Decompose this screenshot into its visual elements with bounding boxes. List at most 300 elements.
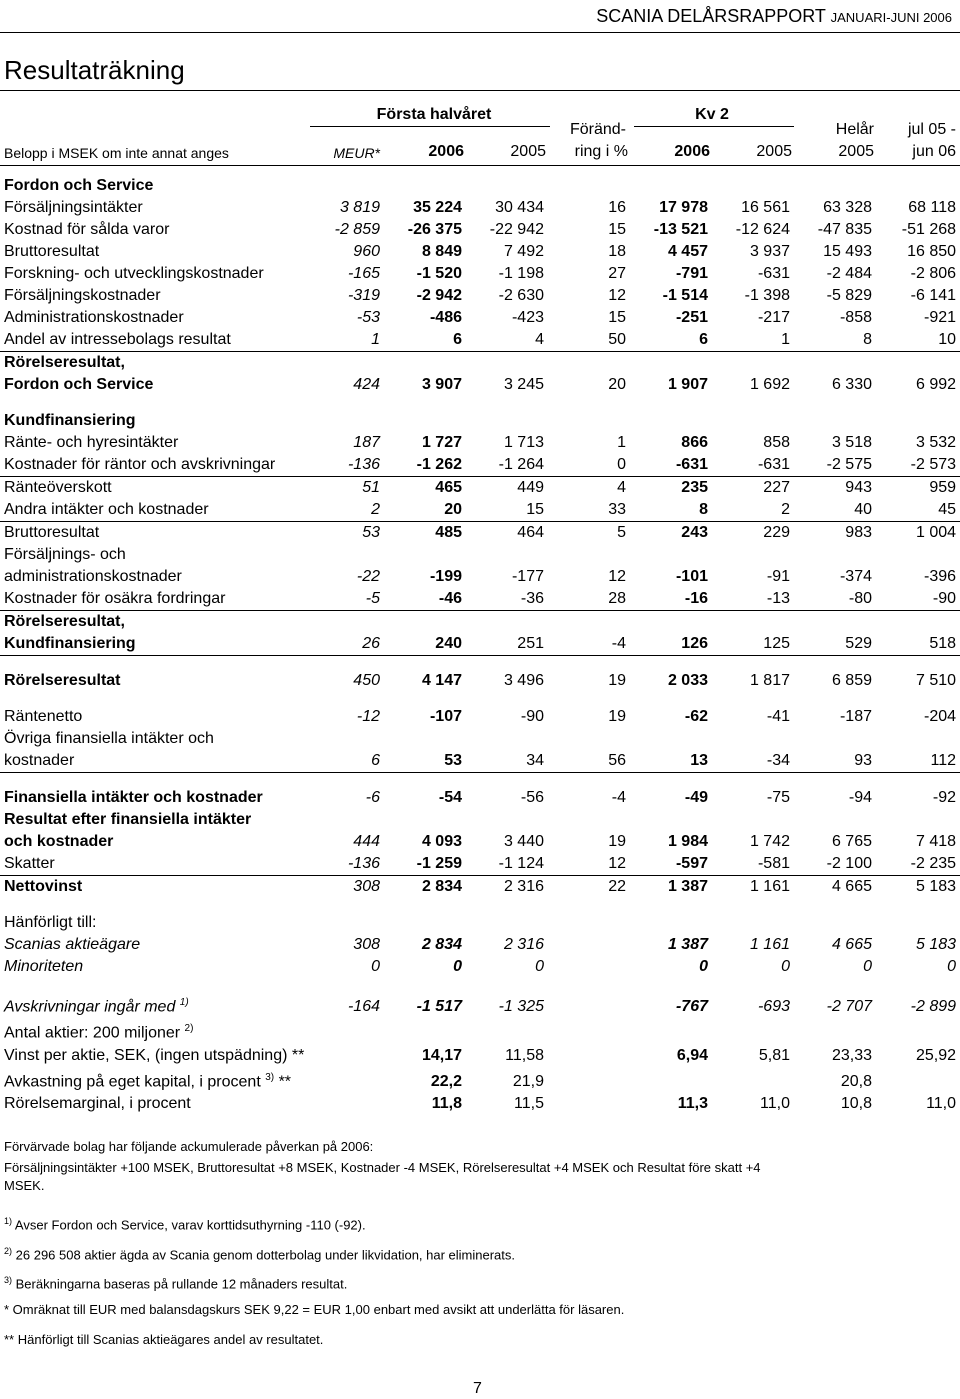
- row-label: [0, 706, 320, 728]
- cell-q2-2005: 3 937: [749, 243, 790, 260]
- table-row: [0, 1067, 960, 1093]
- section-header-row: [0, 175, 960, 197]
- footnote-3-mark: 3): [4, 1275, 13, 1285]
- cell-change-pct: 16: [608, 199, 626, 216]
- cell-q2-2006: -13 521: [653, 221, 708, 238]
- page-number: 7: [473, 1380, 482, 1397]
- table-row: [0, 728, 960, 773]
- cell-q2-2006: 8: [630, 499, 712, 522]
- cell-fy-2005: 0: [863, 958, 872, 975]
- cell-q2-2006: [630, 1067, 712, 1093]
- cell-h1-2005: 4: [466, 329, 548, 352]
- row-label: [0, 809, 320, 853]
- cell-fy-2005: 15 493: [823, 243, 872, 260]
- row-label: [0, 876, 320, 899]
- cell-q2-2005: 227: [763, 479, 790, 496]
- cell-h1-2006: 3 907: [421, 376, 462, 393]
- cell-change-pct: -4: [548, 611, 630, 656]
- cell-rolling-12m: -2 806: [910, 265, 957, 282]
- row-label: [0, 956, 320, 978]
- cell-change-pct: [548, 1093, 630, 1115]
- spacer-cell: [0, 978, 960, 992]
- spacer-row: [0, 692, 960, 706]
- row-label-suffix: **: [278, 1072, 292, 1090]
- cell-fy-2005: 529: [794, 611, 876, 656]
- cell-fy-2005: 6 859: [831, 672, 872, 689]
- row-label-text: Bruttoresultat: [4, 243, 100, 260]
- cell-meur: 444: [353, 833, 380, 850]
- cell-change-pct: 0: [548, 454, 630, 477]
- cell-q2-2005: -1 398: [744, 287, 790, 304]
- cell-h1-2005: 30 434: [495, 199, 544, 216]
- row-label-text: Kostnader för osäkra fordringar: [4, 590, 226, 607]
- cell-q2-2006: 235: [681, 479, 708, 496]
- cell-h1-2005: -56: [520, 789, 544, 806]
- cell-q2-2006: 1 984: [667, 833, 708, 850]
- cell-q2-2005: 5,81: [758, 1046, 790, 1064]
- cell-h1-2005: [466, 912, 548, 934]
- cell-change-pct: 12: [548, 853, 630, 876]
- row-label: [0, 611, 320, 656]
- cell-change-pct: 1: [617, 434, 626, 451]
- row-label: [0, 285, 320, 307]
- cell-q2-2006: [630, 1018, 712, 1044]
- row-label-text: Antal aktier: 200 miljoner: [4, 1024, 181, 1042]
- cell-fy-2005: -187: [839, 708, 872, 725]
- row-label: [0, 544, 320, 588]
- cell-meur: 2: [320, 499, 384, 522]
- table-row: [0, 522, 960, 545]
- cell-fy-2005: -47 835: [817, 221, 872, 238]
- cell-h1-2006: 35 224: [413, 199, 462, 216]
- cell-q2-2005: 1 742: [749, 833, 790, 850]
- row-label: [0, 352, 320, 397]
- spacer-cell: [0, 898, 960, 912]
- row-label-continued: Kundfinansiering: [4, 635, 136, 652]
- cell-h1-2006: 2 834: [421, 936, 462, 953]
- cell-h1-2006: 11,8: [431, 1094, 462, 1112]
- group-rule-h1: [310, 126, 550, 127]
- row-label-text: Avkastning på eget kapital, i procent: [4, 1072, 261, 1090]
- row-label-text: Skatter: [4, 855, 55, 872]
- cell-q2-2005: 2: [712, 499, 794, 522]
- footnote-3: [4, 1271, 347, 1293]
- colhead-roll-2: jun 06: [912, 143, 956, 160]
- cell-q2-2006: -1 514: [662, 287, 708, 304]
- cell-meur: 6: [320, 728, 384, 773]
- cell-q2-2005: 1 692: [749, 376, 790, 393]
- row-label: [0, 934, 320, 956]
- cell-change-pct: 56: [548, 728, 630, 773]
- footnote-2-text: 26 296 508 aktier ägda av Scania genom dotterbolag under likvidation, har eliminerats.: [15, 1247, 516, 1263]
- cell-rolling-12m: 0: [947, 958, 957, 975]
- cell-rolling-12m: -396: [923, 568, 957, 585]
- acquisition-note-title: Förvärvade bolag har följande ackumulerade påverkan på 2006:: [4, 1139, 374, 1154]
- cell-rolling-12m: 45: [876, 499, 960, 522]
- cell-rolling-12m: [876, 1067, 960, 1093]
- cell-rolling-12m: 7 510: [915, 672, 957, 689]
- table-row: [0, 787, 960, 809]
- cell-q2-2006: -597: [630, 853, 712, 876]
- footnote-marker: 2): [184, 1023, 194, 1035]
- row-label-text: Ränteöverskott: [4, 479, 112, 496]
- cell-q2-2005: -12 624: [735, 221, 790, 238]
- cell-q2-2005: -581: [712, 853, 794, 876]
- cell-h1-2006: -199: [429, 568, 462, 585]
- cell-fy-2005: 3 518: [831, 434, 872, 451]
- cell-fy-2005: 6 330: [831, 376, 872, 393]
- cell-rolling-12m: -90: [876, 588, 960, 611]
- cell-meur: -5: [320, 588, 384, 611]
- row-label: [0, 329, 320, 352]
- cell-h1-2005: 251: [466, 611, 548, 656]
- spacer-row: [0, 898, 960, 912]
- row-label-suffix: **: [291, 1046, 305, 1064]
- row-label-text: Andel av intressebolags resultat: [4, 331, 231, 348]
- cell-rolling-12m: -6 141: [910, 287, 957, 304]
- group-header-h1: Första halvåret: [376, 106, 492, 123]
- cell-meur: [320, 1018, 384, 1044]
- cell-fy-2005: 63 328: [823, 199, 872, 216]
- column-header-rule: [0, 165, 960, 166]
- colhead-unit-note: Belopp i MSEK om inte annat anges: [4, 145, 229, 161]
- row-label: [0, 1018, 320, 1044]
- cell-meur: 960: [353, 243, 380, 260]
- row-label-text: Ränte- och hyresintäkter: [4, 434, 179, 451]
- row-label-text: Övriga finansiella intäkter och: [4, 730, 214, 747]
- row-label-continued: och kostnader: [4, 833, 114, 850]
- cell-change-pct: 33: [548, 499, 630, 522]
- cell-h1-2006: -107: [429, 708, 462, 725]
- cell-h1-2005: 2 316: [503, 878, 544, 895]
- cell-fy-2005: -858: [839, 309, 872, 326]
- spacer-cell: [0, 656, 960, 671]
- cell-rolling-12m: 5 183: [915, 878, 957, 895]
- colhead-change-2: ring i %: [574, 143, 628, 160]
- row-label: [0, 432, 320, 454]
- cell-rolling-12m: -92: [932, 789, 957, 806]
- row-label-text: Hänförligt till:: [4, 914, 97, 931]
- cell-q2-2006: 17 978: [659, 199, 708, 216]
- cell-fy-2005: -2 707: [826, 998, 872, 1016]
- footnote-3-text: Beräkningarna baseras på rullande 12 månaders resultat.: [15, 1276, 348, 1292]
- colhead-q2-2006: 2006: [674, 143, 710, 160]
- page-title: Resultaträkning: [4, 55, 185, 85]
- footnote-double-star: ** Hänförligt till Scanias aktieägares andel av resultatet.: [4, 1332, 324, 1347]
- cell-q2-2006: -631: [630, 454, 712, 477]
- footnote-1: [4, 1212, 366, 1234]
- cell-fy-2005: -80: [794, 588, 876, 611]
- cell-h1-2005: 15: [466, 499, 548, 522]
- cell-h1-2006: -1 259: [384, 853, 466, 876]
- row-label-text: Administrationskostnader: [4, 309, 184, 326]
- title-rule: [0, 90, 960, 91]
- cell-fy-2005: 23,33: [831, 1046, 872, 1064]
- row-label-text: Kostnader för räntor och avskrivningar: [4, 456, 276, 473]
- spacer-row: [0, 396, 960, 410]
- colhead-change-1: Föränd-: [569, 121, 626, 138]
- cell-h1-2006: 0: [453, 958, 462, 975]
- cell-q2-2006: -767: [675, 998, 708, 1016]
- section-title: Kundfinansiering: [4, 412, 136, 429]
- cell-rolling-12m: 3 532: [915, 434, 957, 451]
- cell-change-pct: 4: [617, 479, 626, 496]
- spacer-row: [0, 978, 960, 992]
- cell-rolling-12m: 6 992: [915, 376, 957, 393]
- table-row: [0, 1045, 960, 1067]
- cell-meur: [320, 1093, 384, 1115]
- cell-rolling-12m: 11,0: [926, 1094, 957, 1112]
- cell-meur: 424: [353, 376, 380, 393]
- row-label-text: Scanias aktieägare: [4, 936, 141, 953]
- cell-rolling-12m: -51 268: [901, 221, 957, 238]
- row-label-continued: Fordon och Service: [4, 376, 154, 393]
- cell-meur: -136: [320, 454, 384, 477]
- cell-change-pct: [548, 1018, 630, 1044]
- row-label: [0, 1045, 320, 1067]
- row-label: [0, 241, 320, 263]
- cell-change-pct: 19: [608, 833, 626, 850]
- cell-q2-2006: -16: [630, 588, 712, 611]
- cell-fy-2005: 10,8: [840, 1094, 872, 1112]
- cell-h1-2006: -46: [384, 588, 466, 611]
- cell-meur: -12: [356, 708, 380, 725]
- cell-change-pct: [548, 934, 630, 956]
- cell-h1-2006: -486: [429, 309, 462, 326]
- cell-h1-2006: 20: [384, 499, 466, 522]
- cell-h1-2006: -26 375: [407, 221, 462, 238]
- cell-q2-2005: 16 561: [741, 199, 790, 216]
- cell-h1-2006: 485: [435, 524, 462, 541]
- cell-change-pct: 19: [608, 708, 626, 725]
- cell-h1-2006: 22,2: [430, 1072, 462, 1090]
- cell-q2-2006: -101: [675, 568, 708, 585]
- cell-h1-2006: -54: [438, 789, 462, 806]
- cell-change-pct: 19: [608, 672, 626, 689]
- spacer-cell: [0, 396, 960, 410]
- cell-rolling-12m: 16 850: [907, 243, 957, 260]
- table-row: [0, 329, 960, 352]
- colhead-fy-2: 2005: [838, 143, 874, 160]
- cell-q2-2006: -62: [684, 708, 708, 725]
- row-label-text: Bruttoresultat: [4, 524, 100, 541]
- spacer-cell: [0, 692, 960, 706]
- row-label-text: Avskrivningar ingår med: [4, 998, 176, 1016]
- cell-change-pct: 5: [617, 524, 626, 541]
- colhead-h1-2006: 2006: [428, 143, 464, 160]
- table-row: [0, 1018, 960, 1044]
- cell-q2-2005: -13: [712, 588, 794, 611]
- cell-q2-2005: 1 161: [749, 878, 790, 895]
- cell-meur: -2 859: [334, 221, 380, 238]
- cell-h1-2005: -423: [511, 309, 544, 326]
- cell-h1-2005: 0: [535, 958, 544, 975]
- cell-q2-2005: 1 817: [749, 672, 790, 689]
- income-statement-body: [0, 175, 960, 1115]
- row-label: [0, 477, 320, 500]
- footnote-2-mark: 2): [4, 1246, 13, 1256]
- table-row: [0, 241, 960, 263]
- cell-h1-2005: 464: [517, 524, 544, 541]
- cell-change-pct: [548, 912, 630, 934]
- table-row: [0, 670, 960, 692]
- cell-h1-2006: 465: [435, 479, 462, 496]
- row-label-text: Nettovinst: [4, 878, 83, 895]
- cell-h1-2005: 11,58: [505, 1046, 544, 1064]
- row-label: [0, 1093, 320, 1115]
- row-label: [0, 307, 320, 329]
- cell-q2-2006: 243: [681, 524, 708, 541]
- cell-change-pct: 15: [608, 221, 626, 238]
- cell-rolling-12m: -2 899: [910, 998, 957, 1016]
- cell-fy-2005: 20,8: [840, 1072, 872, 1090]
- cell-meur: -22: [356, 568, 380, 585]
- cell-h1-2005: 11,5: [514, 1094, 544, 1112]
- cell-q2-2005: [712, 1067, 794, 1093]
- cell-rolling-12m: 25,92: [915, 1046, 957, 1064]
- footnote-2: [4, 1242, 515, 1264]
- cell-rolling-12m: -204: [923, 708, 957, 725]
- cell-meur: -53: [356, 309, 380, 326]
- cell-q2-2005: -217: [757, 309, 790, 326]
- cell-h1-2005: -36: [466, 588, 548, 611]
- cell-fy-2005: [794, 912, 876, 934]
- row-label-text: Försäljningskostnader: [4, 287, 161, 304]
- cell-meur: 187: [353, 434, 380, 451]
- cell-rolling-12m: 68 118: [908, 199, 957, 216]
- cell-fy-2005: -5 829: [826, 287, 872, 304]
- cell-q2-2005: -693: [757, 998, 790, 1016]
- cell-h1-2006: 4 147: [421, 672, 462, 689]
- cell-h1-2006: [384, 912, 466, 934]
- group-rule-q2: [634, 126, 794, 127]
- row-label-text: Andra intäkter och kostnader: [4, 501, 209, 518]
- cell-rolling-12m: 10: [876, 329, 960, 352]
- row-label-text: Rörelseresultat,: [4, 354, 125, 371]
- cell-h1-2005: -2 630: [498, 287, 544, 304]
- cell-h1-2006: 14,17: [421, 1046, 462, 1064]
- cell-q2-2006: 6: [630, 329, 712, 352]
- cell-meur: -136: [320, 853, 384, 876]
- cell-h1-2006: 4 093: [421, 833, 462, 850]
- cell-q2-2006: 1 387: [667, 878, 708, 895]
- cell-q2-2005: -41: [766, 708, 790, 725]
- row-label: [0, 197, 320, 219]
- cell-q2-2006: -251: [675, 309, 708, 326]
- cell-meur: 308: [353, 936, 380, 953]
- cell-fy-2005: -2 484: [826, 265, 872, 282]
- cell-change-pct: -4: [611, 789, 626, 806]
- cell-fy-2005: 4 665: [831, 878, 872, 895]
- cell-meur: -6: [365, 789, 380, 806]
- row-label-text: Försäljnings- och: [4, 546, 126, 563]
- cell-q2-2005: [712, 912, 794, 934]
- header-period: JANUARI-JUNI 2006: [830, 10, 952, 25]
- footnote-1-text: Avser Fordon och Service, varav korttidsuthyrning -110 (-92).: [14, 1217, 366, 1233]
- cell-q2-2006: 13: [630, 728, 712, 773]
- cell-q2-2005: -34: [712, 728, 794, 773]
- cell-rolling-12m: [876, 1018, 960, 1044]
- cell-meur: 450: [353, 672, 380, 689]
- cell-h1-2006: 8 849: [421, 243, 462, 260]
- footnote-marker: 1): [179, 997, 189, 1008]
- cell-h1-2005: -22 942: [489, 221, 544, 238]
- row-label: [0, 670, 320, 692]
- cell-q2-2006: 6,94: [676, 1046, 708, 1064]
- table-row: [0, 956, 960, 978]
- cell-fy-2005: -374: [839, 568, 872, 585]
- cell-change-pct: 20: [608, 376, 626, 393]
- cell-q2-2005: 11,0: [760, 1094, 790, 1112]
- table-row: [0, 588, 960, 611]
- colhead-h1-2005: 2005: [510, 143, 546, 160]
- cell-rolling-12m: 7 418: [915, 833, 957, 850]
- row-label: [0, 912, 320, 934]
- cell-q2-2005: 858: [763, 434, 790, 451]
- cell-q2-2006: 2 033: [667, 672, 708, 689]
- cell-h1-2006: 6: [384, 329, 466, 352]
- cell-rolling-12m: -2 573: [876, 454, 960, 477]
- table-row: [0, 219, 960, 241]
- table-row: [0, 853, 960, 876]
- cell-meur: 26: [320, 611, 384, 656]
- cell-change-pct: [548, 1067, 630, 1093]
- row-label: [0, 728, 320, 773]
- table-row: [0, 499, 960, 522]
- cell-meur: -164: [347, 998, 380, 1016]
- colhead-fy-1: Helår: [835, 121, 874, 138]
- table-row: [0, 307, 960, 329]
- table-row: [0, 912, 960, 934]
- cell-h1-2005: 21,9: [512, 1072, 544, 1090]
- cell-q2-2005: -631: [757, 265, 790, 282]
- cell-rolling-12m: 5 183: [915, 936, 957, 953]
- cell-change-pct: 12: [608, 568, 626, 585]
- row-label-text: Rörelseresultat,: [4, 613, 125, 630]
- cell-fy-2005: 6 765: [831, 833, 872, 850]
- cell-fy-2005: 8: [794, 329, 876, 352]
- row-label-text: Räntenetto: [4, 708, 83, 725]
- header-rule: [0, 32, 960, 33]
- cell-h1-2005: 7 492: [503, 243, 544, 260]
- cell-meur: 0: [371, 958, 380, 975]
- cell-q2-2006: 1 907: [667, 376, 708, 393]
- cell-meur: 53: [362, 524, 380, 541]
- table-row: [0, 611, 960, 656]
- cell-h1-2006: -2 942: [416, 287, 462, 304]
- row-label: [0, 1067, 320, 1093]
- row-label-text: Finansiella intäkter och kostnader: [4, 789, 263, 806]
- cell-h1-2005: 449: [517, 479, 544, 496]
- cell-meur: 1: [320, 329, 384, 352]
- cell-h1-2005: 3 440: [503, 833, 544, 850]
- cell-change-pct: 50: [548, 329, 630, 352]
- cell-change-pct: 18: [608, 243, 626, 260]
- spacer-row: [0, 773, 960, 788]
- cell-change-pct: 27: [608, 265, 626, 282]
- cell-q2-2006: [630, 912, 712, 934]
- cell-change-pct: 12: [608, 287, 626, 304]
- footnote-1-mark: 1): [4, 1216, 13, 1226]
- table-row: [0, 876, 960, 899]
- spacer-cell: [0, 773, 960, 788]
- row-label-continued: kostnader: [4, 752, 75, 769]
- cell-change-pct: [548, 956, 630, 978]
- income-statement-table: [0, 175, 960, 1115]
- cell-fy-2005: 40: [794, 499, 876, 522]
- cell-meur: -319: [347, 287, 380, 304]
- row-label-text: Rörelsemarginal, i procent: [4, 1094, 191, 1112]
